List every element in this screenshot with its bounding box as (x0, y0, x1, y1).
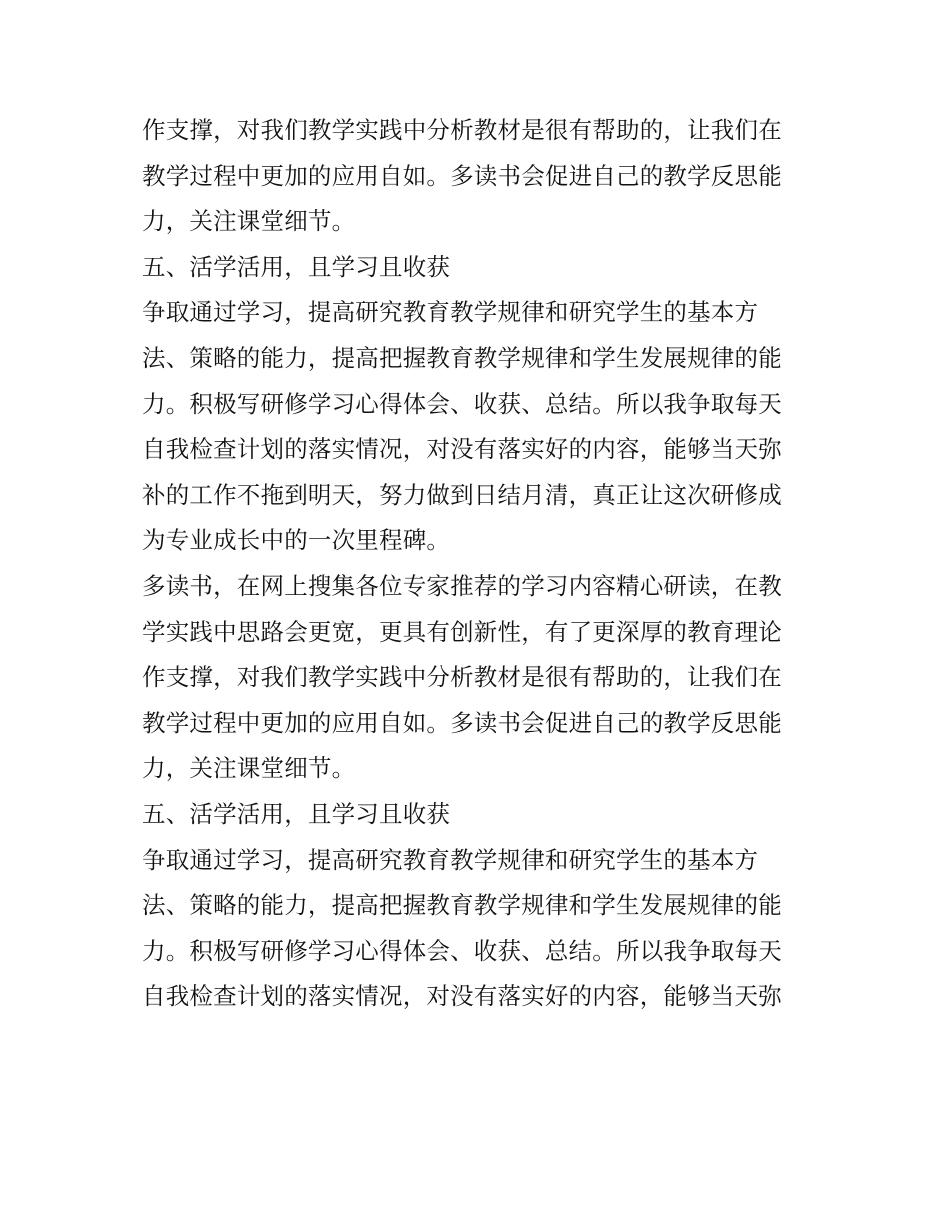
section-heading: 五、活学活用，且学习且收获 (142, 799, 451, 828)
text-line: 法、策略的能力，提高把握教育教学规律和学生发展规律的能 (142, 891, 782, 920)
text-line: 作支撑，对我们教学实践中分析教材是很有帮助的，让我们在 (142, 663, 782, 692)
text-line: 教学过程中更加的应用自如。多读书会促进自己的教学反思能 (142, 161, 782, 190)
document-body (142, 108, 822, 1020)
text-line: 争取通过学习，提高研究教育教学规律和研究学生的基本方 (142, 845, 759, 874)
text-line: 法、策略的能力，提高把握教育教学规律和学生发展规律的能 (142, 343, 782, 372)
section-heading: 五、活学活用，且学习且收获 (142, 252, 451, 281)
text-line: 力。积极写研修学习心得体会、收获、总结。所以我争取每天 (142, 936, 782, 965)
text-line: 力。积极写研修学习心得体会、收获、总结。所以我争取每天 (142, 389, 782, 418)
text-line: 自我检查计划的落实情况，对没有落实好的内容，能够当天弥 (142, 982, 782, 1011)
text-line: 争取通过学习，提高研究教育教学规律和研究学生的基本方 (142, 298, 759, 327)
text-line: 学实践中思路会更宽，更具有创新性，有了更深厚的教育理论 (142, 617, 782, 646)
text-line: 教学过程中更加的应用自如。多读书会促进自己的教学反思能 (142, 708, 782, 737)
text-line: 补的工作不拖到明天，努力做到日结月清，真正让这次研修成 (142, 480, 782, 509)
text-line: 力，关注课堂细节。 (142, 754, 356, 783)
text-line: 力，关注课堂细节。 (142, 207, 356, 236)
text-line: 为专业成长中的一次里程碑。 (142, 526, 451, 555)
text-line: 多读书，在网上搜集各位专家推荐的学习内容精心研读，在教 (142, 571, 782, 600)
text-line: 自我检查计划的落实情况，对没有落实好的内容，能够当天弥 (142, 435, 782, 464)
text-line: 作支撑，对我们教学实践中分析教材是很有帮助的，让我们在 (142, 116, 782, 144)
